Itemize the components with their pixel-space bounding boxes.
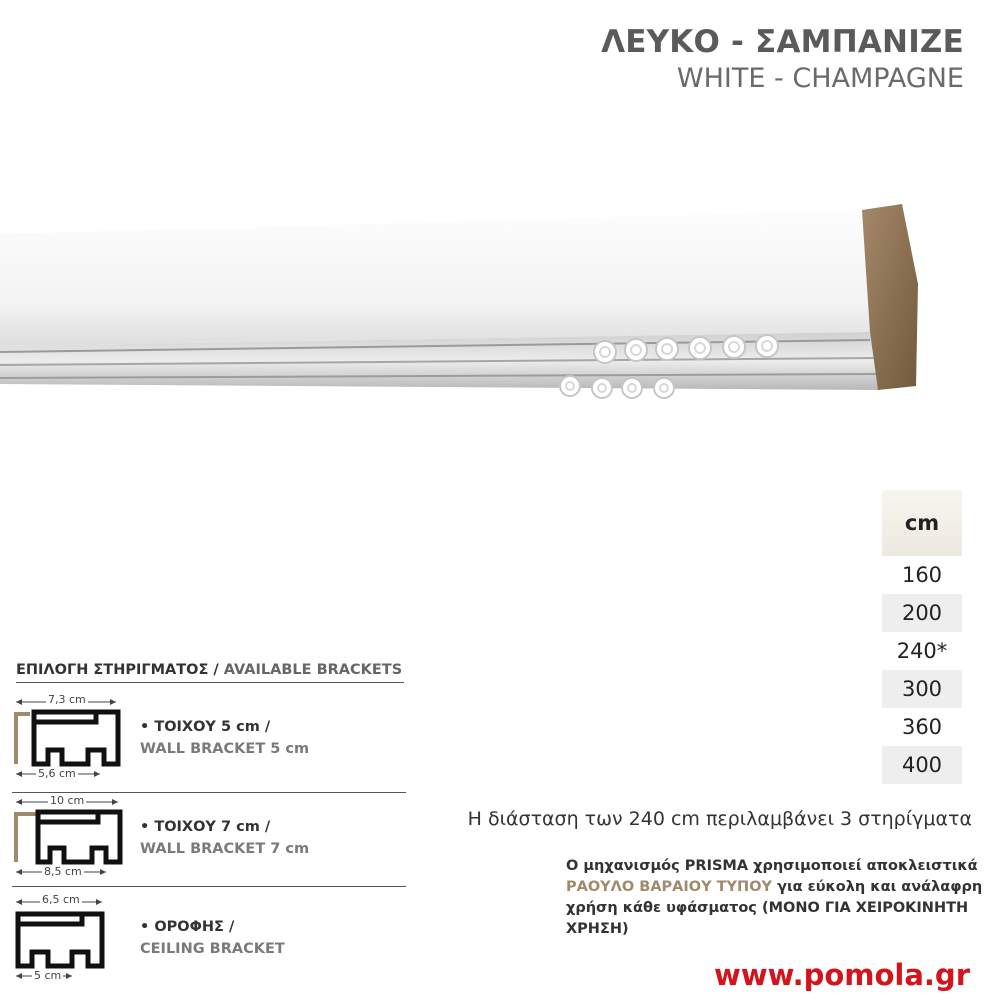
bracket-label-greek: • ΟΡΟΦΗΣ /	[140, 919, 235, 935]
curtain-rail-image	[0, 200, 940, 430]
size-row: 400	[882, 746, 962, 784]
website-link[interactable]: www.pomola.gr	[714, 958, 970, 992]
bracket-label	[140, 816, 309, 860]
bracket-label	[140, 916, 285, 960]
bracket-label	[140, 716, 309, 760]
bracket-wall-7	[12, 794, 406, 887]
size-row: 300	[882, 670, 962, 708]
size-row: 160	[901, 563, 943, 587]
brackets-heading-separator: /	[208, 662, 224, 678]
bracket-label-greek: • ΤΟΙΧΟΥ 7 cm /	[140, 819, 271, 835]
size-table-header: cm	[882, 490, 962, 556]
dim-top-label: 7,3 cm	[48, 693, 86, 706]
bracket-wall-5	[12, 690, 406, 793]
title-greek: ΛΕΥΚΟ - ΣΑΜΠΑΝΙΖΕ	[601, 24, 964, 60]
dim-bottom-label: 8,5 cm	[44, 865, 82, 878]
prisma-mechanism-note	[566, 856, 986, 940]
dim-bottom-label: 5,6 cm	[38, 767, 76, 780]
bracket-label-english: WALL BRACKET 7 cm	[140, 841, 310, 857]
prisma-note-highlight: ΡΑΟΥΛΟ ΒΑΡΑΙΟΥ ΤΥΠΟΥ	[566, 879, 773, 895]
size-table	[882, 490, 962, 784]
title-english: WHITE - CHAMPAGNE	[676, 63, 964, 94]
size-row: 240*	[896, 639, 948, 663]
dim-top-label: 10 cm	[50, 794, 85, 807]
bracket-label-english: CEILING BRACKET	[140, 941, 285, 957]
brackets-heading	[16, 662, 404, 683]
size-row: 360	[901, 715, 943, 739]
bracket-label-english: WALL BRACKET 5 cm	[140, 741, 310, 757]
bracket-label-greek: • ΤΟΙΧΟΥ 5 cm /	[140, 719, 271, 735]
dim-top-label: 6,5 cm	[42, 893, 80, 906]
bracket-ceiling	[12, 890, 406, 990]
prisma-note-part1: Ο μηχανισμός PRISMA χρησιμοποιεί αποκλειστικά	[566, 858, 978, 874]
dim-bottom-label: 5 cm	[34, 969, 62, 982]
size-row: 200	[882, 594, 962, 632]
note-240-brackets: Η διάσταση των 240 cm περιλαμβάνει 3 στηρίγματα	[467, 808, 972, 830]
brackets-heading-english: AVAILABLE BRACKETS	[223, 662, 403, 678]
brackets-heading-greek: ΕΠΙΛΟΓΗ ΣΤΗΡΙΓΜΑΤΟΣ	[16, 662, 209, 678]
prisma-note-part2: για εύκολη και ανάλαφρη χρήση κάθε υφάσματος (ΜΟΝΟ ΓΙΑ ΧΕΙΡΟΚΙΝΗΤΗ ΧΡΗΣΗ)	[566, 879, 983, 937]
